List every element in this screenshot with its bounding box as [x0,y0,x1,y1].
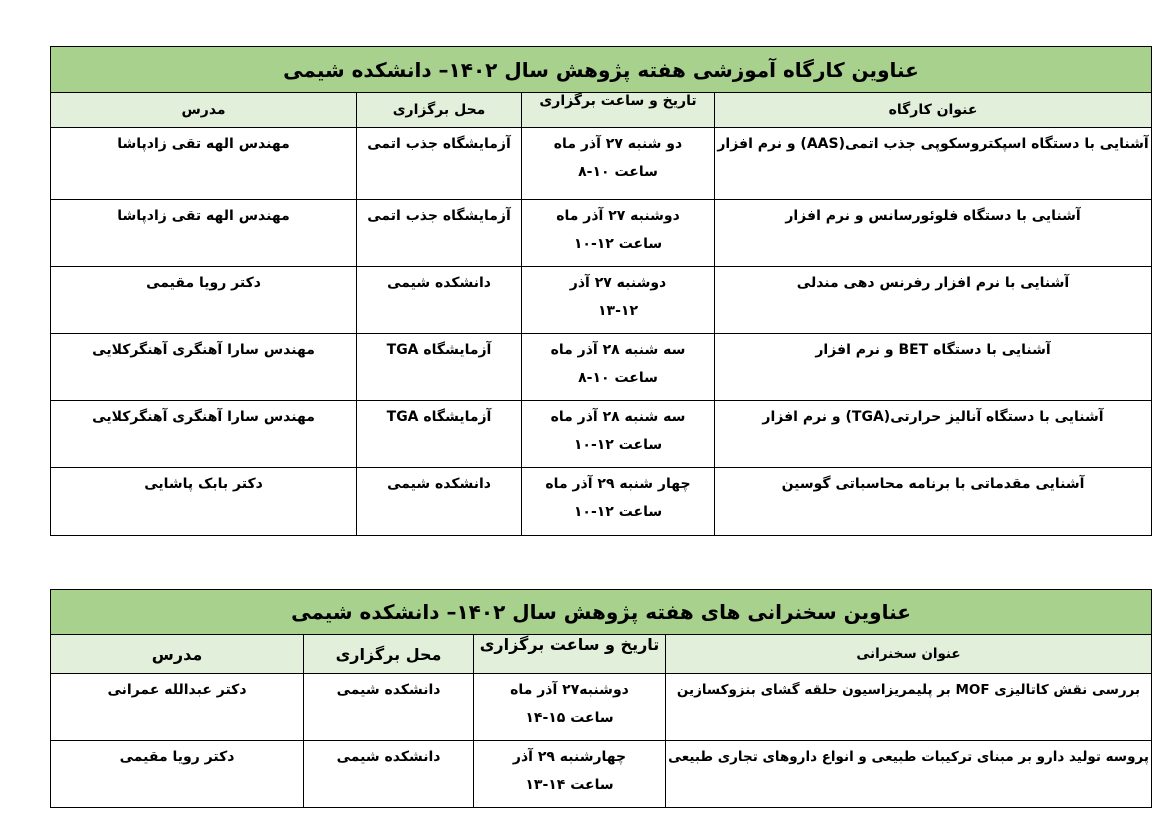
lectures-table [50,589,1152,808]
lecture-time: ساعت ۱۴-۱۳ [525,777,614,793]
workshop-date: سه شنبه ۲۸ آذر ماه [550,342,686,358]
lecture-date: چهارشنبه ۲۹ آذر [512,749,627,765]
workshop-title: آشنایی مقدماتی با برنامه محاسباتی گوسین [714,468,1151,535]
workshop-location: آزمایشگاه TGA [356,401,521,467]
workshop-date: دو شنبه ۲۷ آذر ماه [553,136,683,152]
lecture-location: دانشکده شیمی [303,674,473,740]
lecture-title: پروسه تولید دارو بر مبنای ترکیبات طبیعی و انواع داروهای تجاری طبیعی [665,741,1151,807]
workshop-date: سه شنبه ۲۸ آذر ماه [550,409,686,425]
workshop-instructor: دکتر بابک پاشایی [144,476,263,492]
workshop-time: ساعت ۱۰-۸ [578,164,658,180]
header-date-time: تاریخ و ساعت برگزاری [521,93,714,127]
workshop-date-time [521,334,714,400]
header-location: محل برگزاری [356,93,521,127]
lecture-date: دوشنبه۲۷ آذر ماه [510,682,629,698]
workshop-time: ساعت ۱۲-۱۰ [573,437,663,453]
workshops-title: عناوین کارگاه آموزشی هفته پژوهش سال ۱۴۰۲– دانشکده شیمی [51,47,1151,93]
workshop-location: دانشکده شیمی [356,468,521,535]
workshop-time: ساعت ۱۲-۱۰ [573,504,663,520]
workshops-table [50,46,1152,536]
workshop-title: آشنایی با دستگاه BET و نرم افزار [714,334,1151,400]
header-date-time: تاریخ و ساعت برگزاری [473,635,665,673]
workshop-date-time [521,128,714,199]
lectures-title: عناوین سخنرانی های هفته پژوهش سال ۱۴۰۲– دانشکده شیمی [51,590,1151,635]
header-location: محل برگزاری [303,635,473,673]
workshop-title: آشنایی با دستگاه فلوئورسانس و نرم افزار [714,200,1151,266]
workshop-instructor: مهندس الهه تقی زادپاشا [117,136,290,152]
table-row [51,674,1151,741]
workshop-date-time [521,267,714,333]
workshop-instructor: مهندس سارا آهنگری آهنگرکلایی [92,409,315,425]
table-row [51,128,1151,200]
lecture-time: ساعت ۱۵-۱۴ [525,710,614,726]
workshop-time: ساعت ۱۲-۱۰ [573,236,663,252]
lectures-header-row [51,635,1151,674]
lecture-date-time [473,741,665,807]
workshop-location: آزمایشگاه جذب اتمی [356,200,521,266]
header-workshop-title: عنوان کارگاه [714,93,1151,127]
workshop-date-time [521,468,714,535]
workshop-instructor: مهندس الهه تقی زادپاشا [117,208,290,224]
lecture-title: بررسی نقش کاتالیزی MOF بر پلیمریزاسیون حلقه گشای بنزوکسازین [665,674,1151,740]
table-row [51,741,1151,807]
workshop-title: آشنایی با نرم افزار رفرنس دهی مندلی [714,267,1151,333]
workshop-instructor: مهندس سارا آهنگری آهنگرکلایی [92,342,315,358]
lecture-instructor: دکتر رویا مقیمی [119,749,235,765]
table-row [51,401,1151,468]
table-row [51,200,1151,267]
workshop-time: ۱۳-۱۲ [598,303,638,319]
lecture-date-time [473,674,665,740]
workshop-date: دوشنبه ۲۷ آذر [569,275,667,291]
lecture-location: دانشکده شیمی [303,741,473,807]
workshop-title: آشنایی با دستگاه آنالیز حرارتی(TGA) و نرم افزار [714,401,1151,467]
table-row [51,468,1151,535]
workshop-location: آزمایشگاه جذب اتمی [356,128,521,199]
workshop-time: ساعت ۱۰-۸ [578,370,658,386]
table-row [51,267,1151,334]
workshop-instructor: دکتر رویا مقیمی [146,275,261,291]
workshop-date-time [521,401,714,467]
workshop-date: چهار شنبه ۲۹ آذر ماه [545,476,691,492]
header-instructor: مدرس [181,102,226,118]
workshop-date-time [521,200,714,266]
workshop-location: آزمایشگاه TGA [356,334,521,400]
workshop-title: آشنایی با دستگاه اسپکتروسکوپی جذب اتمی(AAS) و نرم افزار [714,128,1151,199]
workshops-header-row [51,93,1151,128]
header-instructor: مدرس [151,644,203,664]
workshop-date: دوشنبه ۲۷ آذر ماه [556,208,680,224]
header-lecture-title: عنوان سخنرانی [665,635,1151,673]
workshop-location: دانشکده شیمی [356,267,521,333]
table-row [51,334,1151,401]
lecture-instructor: دکتر عبدالله عمرانی [107,682,247,698]
